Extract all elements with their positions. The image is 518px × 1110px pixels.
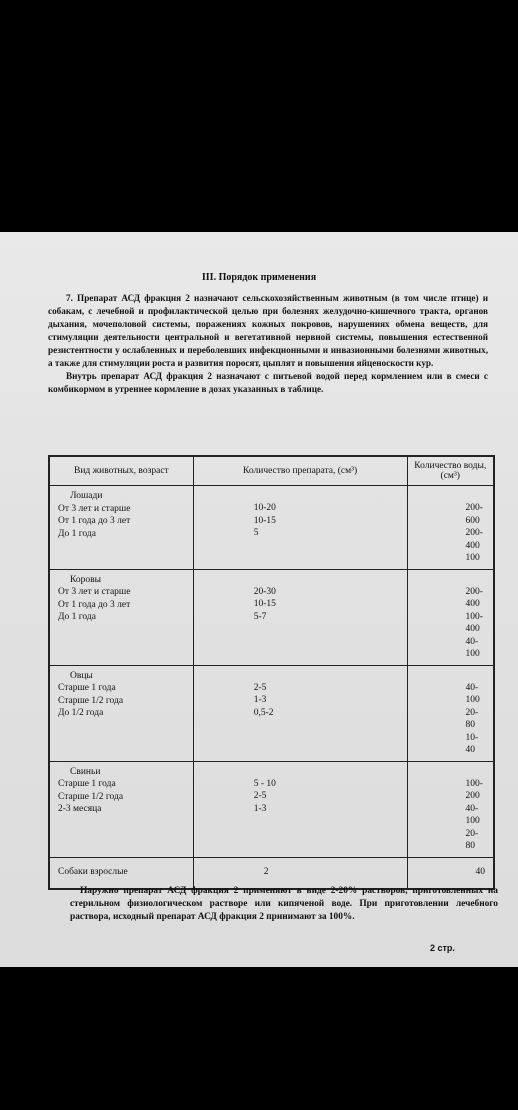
- group-name: Свиньи: [70, 766, 101, 777]
- water-value: 200-400: [465, 586, 483, 609]
- dose-value: 5: [253, 528, 259, 538]
- row-label: От 1 года до 3 лет: [58, 516, 131, 526]
- dose-value: 2-5: [253, 682, 267, 693]
- water-value: 200-400: [465, 528, 483, 551]
- outro-paragraph: Наружно препарат АСД фракция 2 применяют в виде 2-20% растворов, приготовленных на стерильном физиологическом растворе или кипяченой воде. При приготовлении лечебного раствора, исходный препарат АСД фракция 2 принимают за 100%.: [70, 886, 498, 922]
- header-water: Количество воды, (см³): [407, 456, 494, 486]
- dose-value: 2-5: [253, 791, 267, 801]
- row-label: 2-3 месяца: [58, 804, 102, 814]
- water-value: 10-40: [465, 732, 479, 755]
- table-group-sheep: [49, 665, 494, 761]
- dosage-table: [48, 455, 495, 890]
- water-value: 100-200: [465, 778, 483, 801]
- water-value: 100-400: [465, 611, 483, 634]
- dose-value: 5-7: [253, 611, 267, 622]
- outro-text: [70, 885, 498, 924]
- dose-value: 10-15: [253, 515, 276, 526]
- row-label: Старше 1 года: [58, 779, 116, 789]
- document-page: [0, 232, 518, 967]
- water-value: 40-100: [465, 803, 480, 826]
- dose-value: 10-20: [253, 503, 276, 513]
- section-heading: III. Порядок применения: [201, 272, 317, 283]
- row-label: До 1 года: [58, 612, 96, 622]
- dose-value: 5 - 10: [253, 778, 276, 789]
- water-value: 20-80: [465, 828, 479, 851]
- dose-value: 0,5-2: [253, 707, 274, 718]
- dose-value: 2: [193, 857, 407, 889]
- group-name: Коровы: [70, 574, 101, 585]
- header-animal: Вид животных, возраст: [49, 456, 193, 486]
- row-label: Собаки взрослые: [49, 857, 193, 889]
- row-label: Старше 1/2 года: [58, 695, 124, 706]
- row-label: Старше 1/2 года: [58, 791, 124, 802]
- water-value: 40: [407, 857, 494, 889]
- intro-paragraph-1: 7. Препарат АСД фракция 2 назначают сельскохозяйственным животным (в том числе птице) и собакам, с лечебной и профилактической целью при болезнях желудочно-кишечного тракта, органов дыхания, мочеполовой системы, поражениях кожных покровов, нарушениях обмена веществ, для стимуляции деятельности центральной и вегетативной нервной системы, повышения естественной резистентности у ослабленных и переболевших инфекционными и инвазионными болезнями животных, а также для стимуляции роста и развития поросят, цыплят и повышения яйценоскости кур.: [48, 293, 488, 368]
- dose-value: 1-3: [253, 803, 267, 814]
- water-value: 40-100: [465, 636, 480, 659]
- group-name: Овцы: [70, 670, 93, 681]
- page-number: 2 стр.: [430, 943, 455, 953]
- intro-text: [48, 292, 488, 396]
- water-value: 40-100: [465, 682, 480, 705]
- table-header-row: [49, 456, 494, 486]
- intro-paragraph-2: Внутрь препарат АСД фракция 2 назначают с питьевой водой перед кормлением или в смеси с комбикормом в утреннее кормление в дозах указанных в таблице.: [48, 371, 488, 394]
- row-label: До 1/2 года: [58, 708, 104, 718]
- table-row-dogs: [49, 857, 494, 889]
- row-label: До 1 года: [58, 528, 96, 539]
- row-label: От 3 лет и старше: [58, 587, 131, 597]
- water-value: 100: [465, 553, 480, 563]
- row-label: От 3 лет и старше: [58, 503, 131, 514]
- water-value: 20-80: [465, 707, 479, 730]
- table-group-pigs: [49, 761, 494, 857]
- dose-value: 20-30: [253, 586, 276, 597]
- dose-value: 10-15: [253, 599, 276, 609]
- group-name: Лошади: [70, 491, 103, 501]
- row-label: Старше 1 года: [58, 683, 116, 693]
- water-value: 200-600: [465, 503, 483, 526]
- header-dose: Количество препарата, (см³): [193, 456, 407, 486]
- table-group-horses: [49, 486, 494, 570]
- row-label: От 1 года до 3 лет: [58, 599, 131, 610]
- dose-value: 1-3: [253, 695, 267, 705]
- table-group-cows: [49, 569, 494, 665]
